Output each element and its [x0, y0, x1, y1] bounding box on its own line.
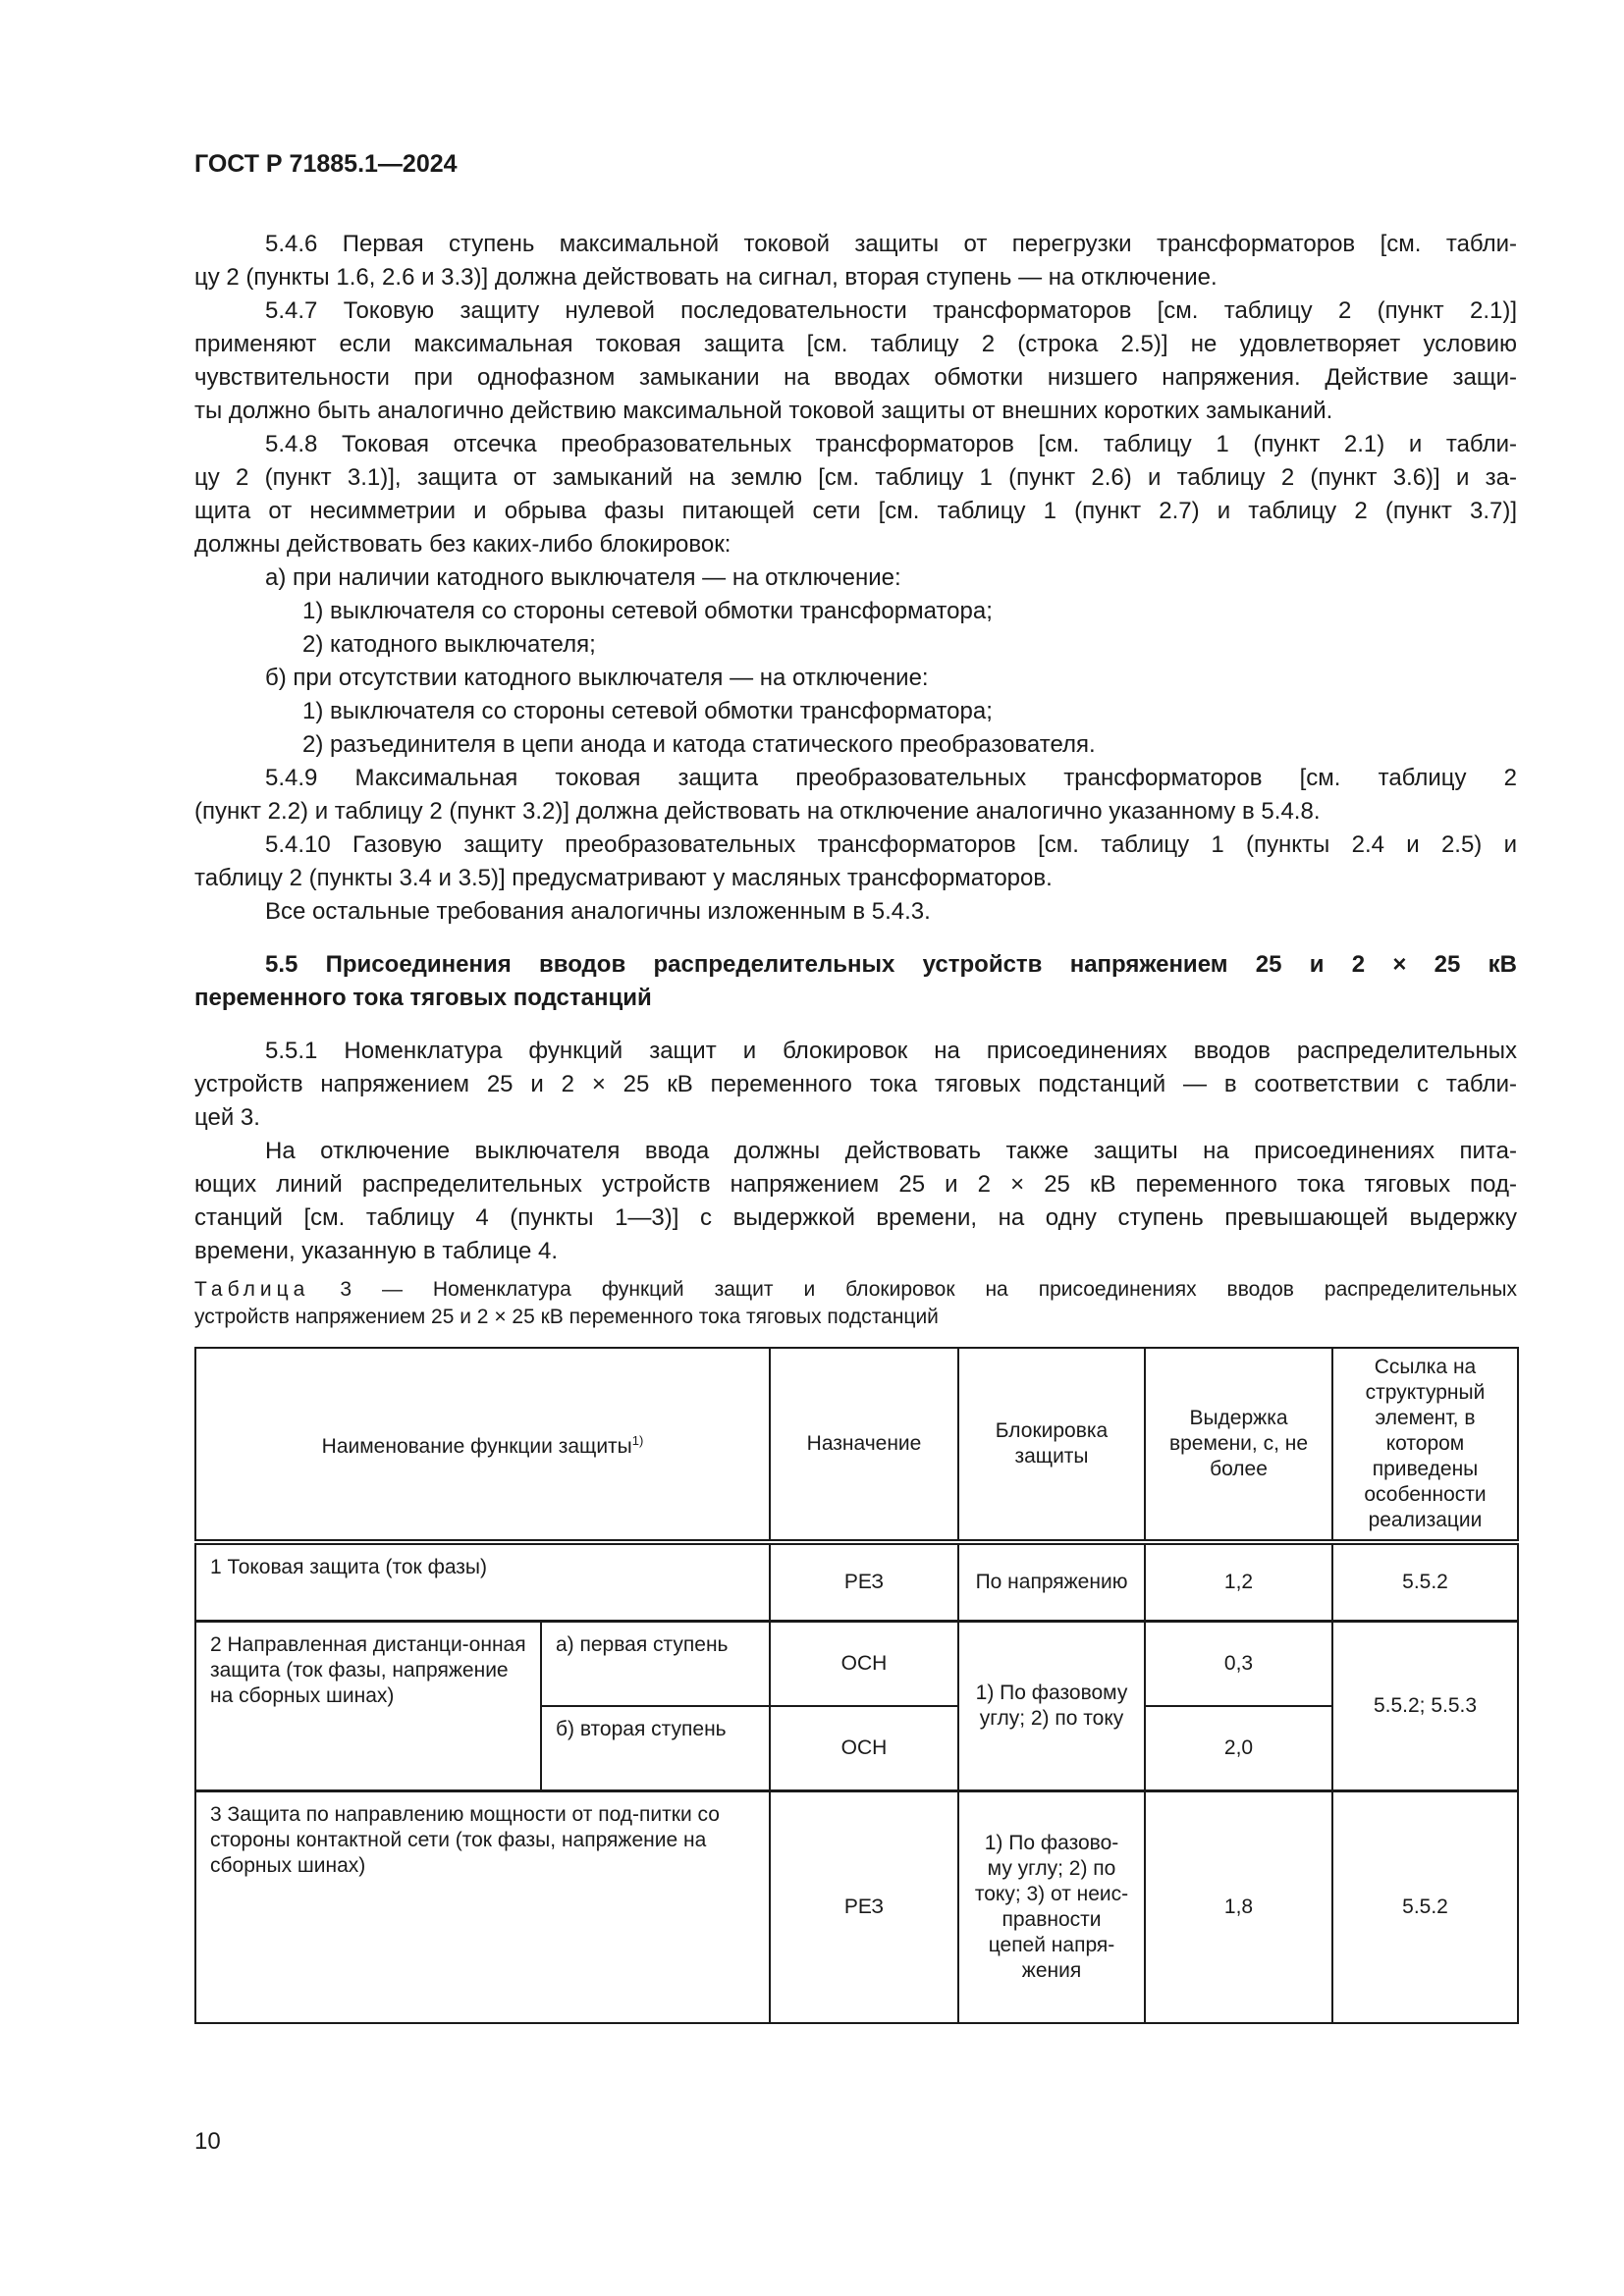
- document-header-id: ГОСТ Р 71885.1—2024: [194, 150, 458, 178]
- text-line: 5.4.8 Токовая отсечка преобразовательных трансформаторов [см. таблицу 1 (пункт 2.1) и табли-: [265, 431, 1517, 457]
- text-line: 5.5.1 Номенклатура функций защит и блокировок на присоединениях вводов распределительных: [265, 1038, 1517, 1064]
- text-line: таблицу 2 (пункты 3.4 и 3.5)] предусматривают у масляных трансформаторов.: [194, 865, 1053, 891]
- list-item: [194, 728, 1517, 762]
- header-blocking: Блокировка защиты: [958, 1348, 1145, 1542]
- text-line: 5.4.7 Токовую защиту нулевой последовательности трансформаторов [см. таблицу 2 (пункт 2.1)]: [265, 297, 1517, 324]
- purpose: ОСН: [770, 1622, 958, 1707]
- reference: 5.5.2: [1332, 1542, 1518, 1622]
- list-item: [194, 695, 1517, 728]
- text-line: 5.5 Присоединения вводов распределительных устройств напряжением 25 и 2 × 25 кВ: [265, 951, 1517, 978]
- blocking: 1) По фазовому углу; 2) по току: [958, 1622, 1145, 1791]
- text-line: 5.4.10 Газовую защиту преобразовательных трансформаторов [см. таблицу 1 (пункты 2.4 и 2.5) и: [265, 831, 1517, 858]
- text-line: ты должно быть аналогично действию максимальной токовой защиты от внешних коротких замыканий.: [194, 398, 1333, 424]
- text-line: 2) катодного выключателя;: [302, 631, 596, 658]
- text-line: времени, указанную в таблице 4.: [194, 1238, 558, 1264]
- paragraph: [194, 1135, 1517, 1268]
- function-name: 2 Направленная дистанци-онная защита (ток фазы, напряжение на сборных шинах): [195, 1622, 541, 1791]
- table-caption-title-cont: устройств напряжением 25 и 2 × 25 кВ переменного тока тяговых подстанций: [194, 1306, 939, 1328]
- reference: 5.5.2: [1332, 1791, 1518, 2024]
- list-item: [194, 662, 1517, 695]
- text-line: станций [см. таблицу 4 (пункты 1—3)] с выдержкой времени, на одну ступень превышающей выдержку: [194, 1204, 1517, 1231]
- text-line: 2) разъединителя в цепи анода и катода статического преобразователя.: [302, 731, 1096, 758]
- header-function-name-text: Наименование функции защиты: [321, 1435, 632, 1458]
- page-number: 10: [194, 2128, 221, 2155]
- paragraph: [194, 828, 1517, 895]
- blocking: По напряжению: [958, 1542, 1145, 1622]
- delay: 0,3: [1145, 1622, 1332, 1707]
- table-caption-title: 3 — Номенклатура функций защит и блокировок на присоединениях вводов распределительных: [340, 1278, 1517, 1301]
- header-reference: Ссылка на структурный элемент, в котором приведены особенности реализации: [1332, 1348, 1518, 1542]
- paragraph: [194, 294, 1517, 428]
- text-line: ющих линий распределительных устройств напряжением 25 и 2 × 25 кВ переменного тока тяговых под-: [194, 1171, 1517, 1198]
- table-caption: [194, 1276, 1517, 1331]
- header-function-name: [195, 1348, 770, 1542]
- list-item: [194, 561, 1517, 595]
- stage: а) первая ступень: [541, 1622, 770, 1707]
- text-line: б) при отсутствии катодного выключателя — на отключение:: [265, 665, 929, 691]
- list-item: [194, 595, 1517, 628]
- function-name: 3 Защита по направлению мощности от под-питки со стороны контактной сети (ток фазы, напряжение на сборных шинах): [195, 1791, 770, 2024]
- section-heading: [194, 948, 1517, 1015]
- spacer: [194, 1015, 1517, 1035]
- list-item: [194, 628, 1517, 662]
- purpose: РЕЗ: [770, 1542, 958, 1622]
- paragraph: [194, 428, 1517, 561]
- delay: 2,0: [1145, 1706, 1332, 1791]
- purpose: ОСН: [770, 1706, 958, 1791]
- footnote-mark: 1): [631, 1433, 644, 1448]
- blocking: 1) По фазово-му углу; 2) по току; 3) от неис-правности цепей напря-жения: [958, 1791, 1145, 2024]
- text-line: должны действовать без каких-либо блокировок:: [194, 531, 731, 558]
- text-line: цу 2 (пункты 1.6, 2.6 и 3.3)] должна действовать на сигнал, вторая ступень — на отключение.: [194, 264, 1218, 291]
- text-line: 5.4.6 Первая ступень максимальной токовой защиты от перегрузки трансформаторов [см. табли-: [265, 231, 1517, 257]
- header-purpose: Назначение: [770, 1348, 958, 1542]
- text-line: щита от несимметрии и обрыва фазы питающей сети [см. таблицу 1 (пункт 2.7) и таблицу 2 (пункт 3.7)]: [194, 498, 1517, 524]
- reference: 5.5.2; 5.5.3: [1332, 1622, 1518, 1791]
- delay: 1,2: [1145, 1542, 1332, 1622]
- paragraph: [194, 762, 1517, 828]
- header-delay: Выдержка времени, с, не более: [1145, 1348, 1332, 1542]
- text-line: (пункт 2.2) и таблицу 2 (пункт 3.2)] должна действовать на отключение аналогично указанному в 5.4.8.: [194, 798, 1321, 825]
- document-body: [194, 228, 1517, 1268]
- table-row: [195, 1622, 1518, 1707]
- purpose: РЕЗ: [770, 1791, 958, 2024]
- text-line: устройств напряжением 25 и 2 × 25 кВ переменного тока тяговых подстанций — в соответствии с табли-: [194, 1071, 1517, 1097]
- delay: 1,8: [1145, 1791, 1332, 2024]
- text-line: Все остальные требования аналогичны изложенным в 5.4.3.: [265, 898, 931, 925]
- text-line: цей 3.: [194, 1104, 260, 1131]
- function-name: 1 Токовая защита (ток фазы): [195, 1542, 770, 1622]
- protection-functions-table: [194, 1347, 1519, 2024]
- text-line: 1) выключателя со стороны сетевой обмотки трансформатора;: [302, 598, 993, 624]
- spacer: [194, 929, 1517, 948]
- paragraph: [194, 895, 1517, 929]
- text-line: чувствительности при однофазном замыкании на вводах обмотки низшего напряжения. Действие защи-: [194, 364, 1517, 391]
- paragraph: [194, 1035, 1517, 1135]
- text-line: цу 2 (пункт 3.1)], защита от замыканий на землю [см. таблицу 1 (пункт 2.6) и таблицу 2 (пункт 3.6)] и за-: [194, 464, 1517, 491]
- text-line: 5.4.9 Максимальная токовая защита преобразовательных трансформаторов [см. таблицу 2: [265, 765, 1517, 791]
- table-row: [195, 1542, 1518, 1622]
- text-line: На отключение выключателя ввода должны действовать также защиты на присоединениях пита-: [265, 1138, 1517, 1164]
- table-row: [195, 1791, 1518, 2024]
- table-caption-label: Таблица: [194, 1278, 310, 1301]
- paragraph: [194, 228, 1517, 294]
- text-line: переменного тока тяговых подстанций: [194, 985, 652, 1011]
- text-line: 1) выключателя со стороны сетевой обмотки трансформатора;: [302, 698, 993, 724]
- text-line: применяют если максимальная токовая защита [см. таблицу 2 (строка 2.5)] не удовлетворяет условию: [194, 331, 1517, 357]
- stage: б) вторая ступень: [541, 1706, 770, 1791]
- table-header-row: [195, 1348, 1518, 1542]
- text-line: а) при наличии катодного выключателя — на отключение:: [265, 564, 901, 591]
